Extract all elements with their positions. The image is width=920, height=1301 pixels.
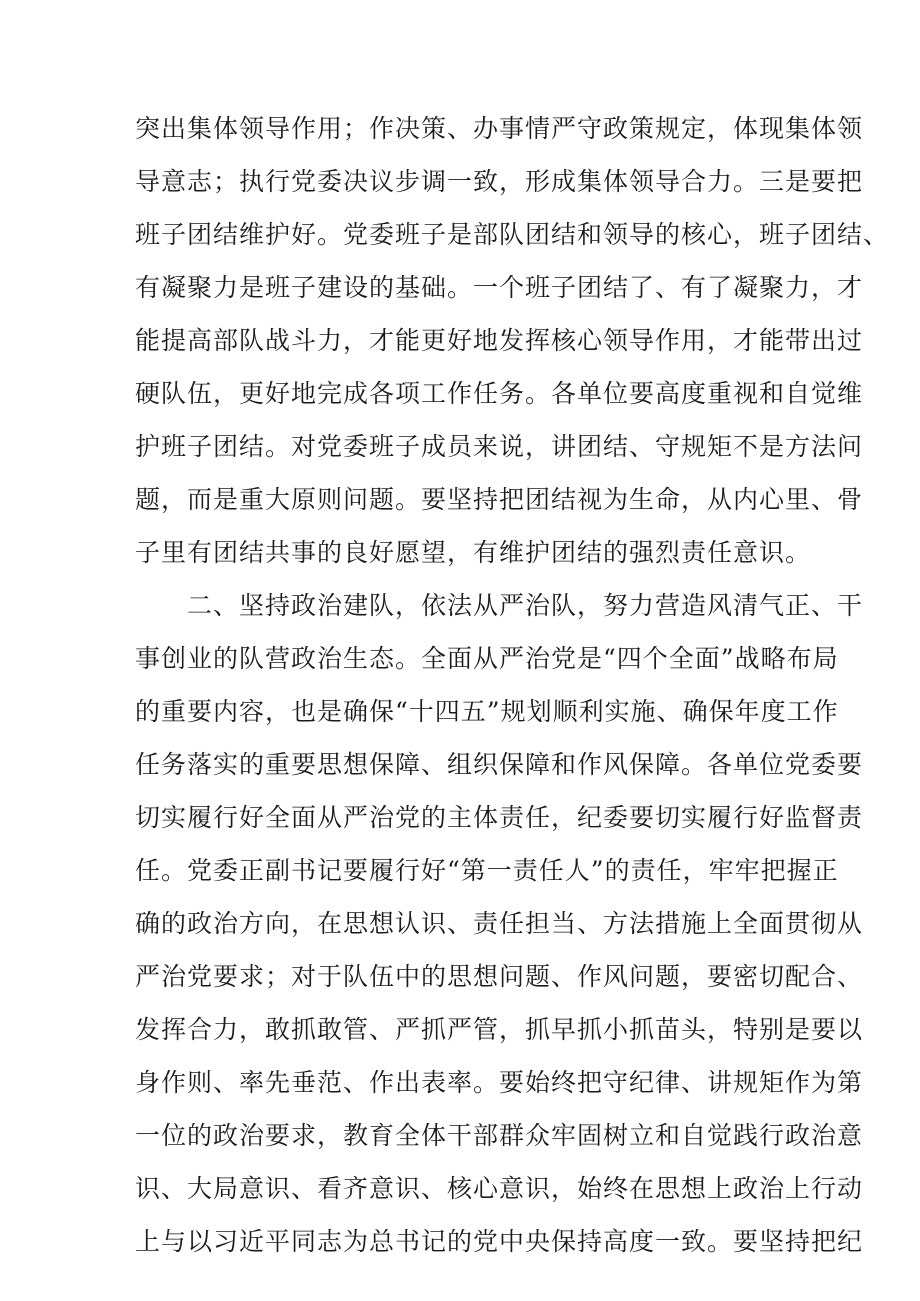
body-text-line: 切实履行好全面从严治党的主体责任，纪委要切实履行好监督责 (135, 803, 864, 832)
section-heading-line: 二、坚持政治建队，依法从严治队，努力营造风清气正、干 (187, 591, 864, 620)
body-text-line: 有凝聚力是班子建设的基础。一个班子团结了、有了凝聚力，才 (135, 273, 864, 302)
body-text-line: 任。党委正副书记要履行好“第一责任人”的责任，牢牢把握正 (135, 856, 839, 885)
body-text-line: 能提高部队战斗力，才能更好地发挥核心领导作用，才能带出过 (135, 326, 864, 355)
body-text-line: 导意志；执行党委决议步调一致，形成集体领导合力。三是要把 (135, 167, 864, 196)
body-text-line: 发挥合力，敢抓敢管、严抓严管，抓早抓小抓苗头，特别是要以 (135, 1015, 864, 1044)
body-text-line: 护班子团结。对党委班子成员来说，讲团结、守规矩不是方法问 (135, 432, 864, 461)
body-text-line: 严治党要求；对于队伍中的思想问题、作风问题，要密切配合、 (135, 962, 864, 991)
body-text-line: 一位的政治要求，教育全体干部群众牢固树立和自觉践行政治意 (135, 1121, 864, 1150)
body-text-line: 班子团结维护好。党委班子是部队团结和领导的核心，班子团结、 (135, 220, 890, 249)
body-text-line: 事创业的队营政治生态。全面从严治党是“四个全面”战略布局 (135, 644, 839, 673)
body-text-line: 上与以习近平同志为总书记的党中央保持高度一致。要坚持把纪 (135, 1227, 864, 1256)
body-text-line: 身作则、率先垂范、作出表率。要始终把守纪律、讲规矩作为第 (135, 1068, 864, 1097)
body-text-line: 确的政治方向，在思想认识、责任担当、方法措施上全面贯彻从 (135, 909, 864, 938)
body-text-line: 子里有团结共事的良好愿望，有维护团结的强烈责任意识。 (135, 538, 812, 567)
body-text-line: 识、大局意识、看齐意识、核心意识，始终在思想上政治上行动 (135, 1174, 864, 1203)
body-text-line: 硬队伍，更好地完成各项工作任务。各单位要高度重视和自觉维 (135, 379, 864, 408)
body-text-line: 的重要内容，也是确保“十四五”规划顺利实施、确保年度工作 (135, 697, 839, 726)
body-text-line: 突出集体领导作用；作决策、办事情严守政策规定，体现集体领 (135, 114, 864, 143)
body-text-line: 题，而是重大原则问题。要坚持把团结视为生命，从内心里、骨 (135, 485, 864, 514)
body-text-line: 任务落实的重要思想保障、组织保障和作风保障。各单位党委要 (135, 750, 864, 779)
